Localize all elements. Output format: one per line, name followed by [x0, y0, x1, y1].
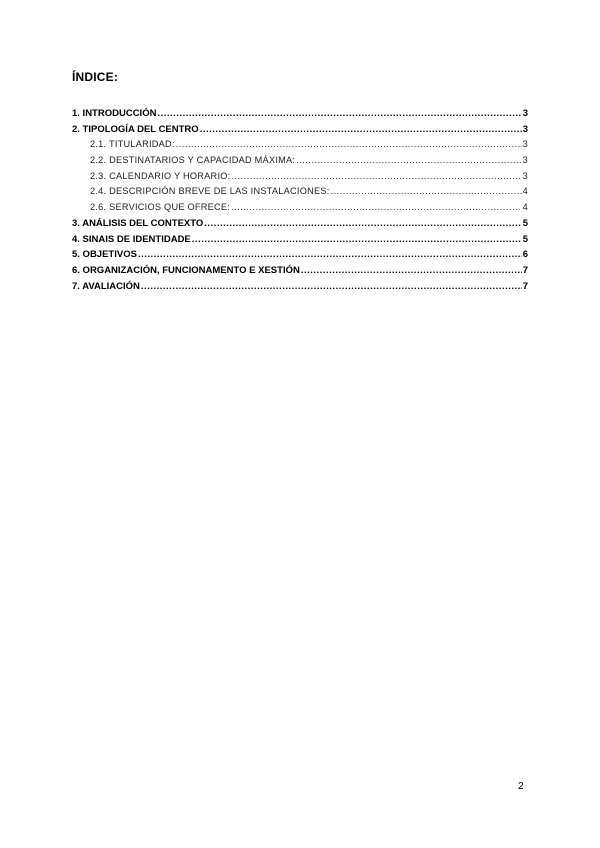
toc-entry-page: 3 — [522, 108, 528, 119]
toc-entry-avaliacion[interactable] — [72, 281, 528, 297]
toc-entry-page: 3 — [522, 123, 528, 135]
toc-entry-destinatarios[interactable] — [72, 155, 528, 171]
toc-entry-titularidad[interactable] — [72, 139, 528, 155]
toc-dot-leader — [301, 265, 522, 276]
toc-entry-label: 2.6. SERVICIOS QUE OFRECE: — [90, 202, 231, 213]
toc-entry-label: 2.1. TITULARIDAD: — [90, 139, 175, 150]
toc-entry-introduccion[interactable] — [72, 108, 528, 124]
toc-dot-leader — [296, 155, 521, 165]
toc-entry-label: 3. ANÁLISIS DEL CONTEXTO — [72, 217, 204, 229]
toc-dot-leader — [176, 139, 522, 149]
toc-dot-leader — [141, 281, 522, 292]
toc-entry-page: 7 — [522, 280, 528, 292]
toc-dot-leader — [204, 218, 521, 229]
toc-entry-page: 3 — [522, 139, 528, 150]
toc-dot-leader — [231, 171, 521, 181]
table-of-contents — [72, 108, 528, 296]
toc-entry-label: 1. INTRODUCCIÓN — [72, 108, 157, 119]
toc-entry-servicios[interactable] — [72, 202, 528, 218]
toc-entry-page: 3 — [522, 170, 528, 181]
toc-entry-calendario[interactable] — [72, 171, 528, 187]
toc-entry-label: 2.3. CALENDARIO Y HORARIO: — [90, 170, 231, 181]
toc-dot-leader — [331, 186, 522, 196]
toc-entry-page: 5 — [522, 217, 528, 229]
toc-entry-page: 3 — [522, 155, 528, 166]
toc-entry-page: 5 — [522, 233, 528, 245]
toc-dot-leader — [200, 124, 522, 135]
toc-entry-page: 4 — [522, 202, 528, 213]
toc-dot-leader — [192, 234, 522, 245]
toc-entry-label: 7. AVALIACIÓN — [72, 280, 140, 292]
toc-dot-leader — [231, 202, 522, 212]
index-title: ÍNDICE: — [72, 70, 119, 84]
toc-entry-sinais[interactable] — [72, 234, 528, 250]
toc-entry-page: 7 — [522, 264, 528, 276]
toc-entry-label: 6. ORGANIZACIÓN, FUNCIONAMENTO E XESTIÓN — [72, 264, 300, 276]
toc-entry-label: 2. TIPOLOGÍA DEL CENTRO — [72, 123, 199, 135]
toc-entry-label: 2.4. DESCRIPCIÓN BREVE DE LAS INSTALACIONES: — [90, 186, 330, 197]
toc-dot-leader — [138, 249, 522, 260]
toc-entry-instalaciones[interactable] — [72, 186, 528, 202]
toc-entry-analisis[interactable] — [72, 218, 528, 234]
toc-entry-label: 2.2. DESTINATARIOS Y CAPACIDAD MÁXIMA: — [90, 155, 296, 166]
toc-entry-organizacion[interactable] — [72, 265, 528, 281]
toc-entry-tipologia[interactable] — [72, 124, 528, 140]
toc-entry-label: 4. SINAIS DE IDENTIDADE — [72, 233, 191, 245]
page-number: 2 — [518, 781, 524, 792]
toc-entry-obxectivos[interactable] — [72, 249, 528, 265]
toc-entry-page: 4 — [522, 186, 528, 197]
toc-entry-label: 5. OBJETIVOS — [72, 249, 137, 261]
toc-dot-leader — [157, 108, 521, 119]
toc-entry-page: 6 — [522, 249, 528, 261]
